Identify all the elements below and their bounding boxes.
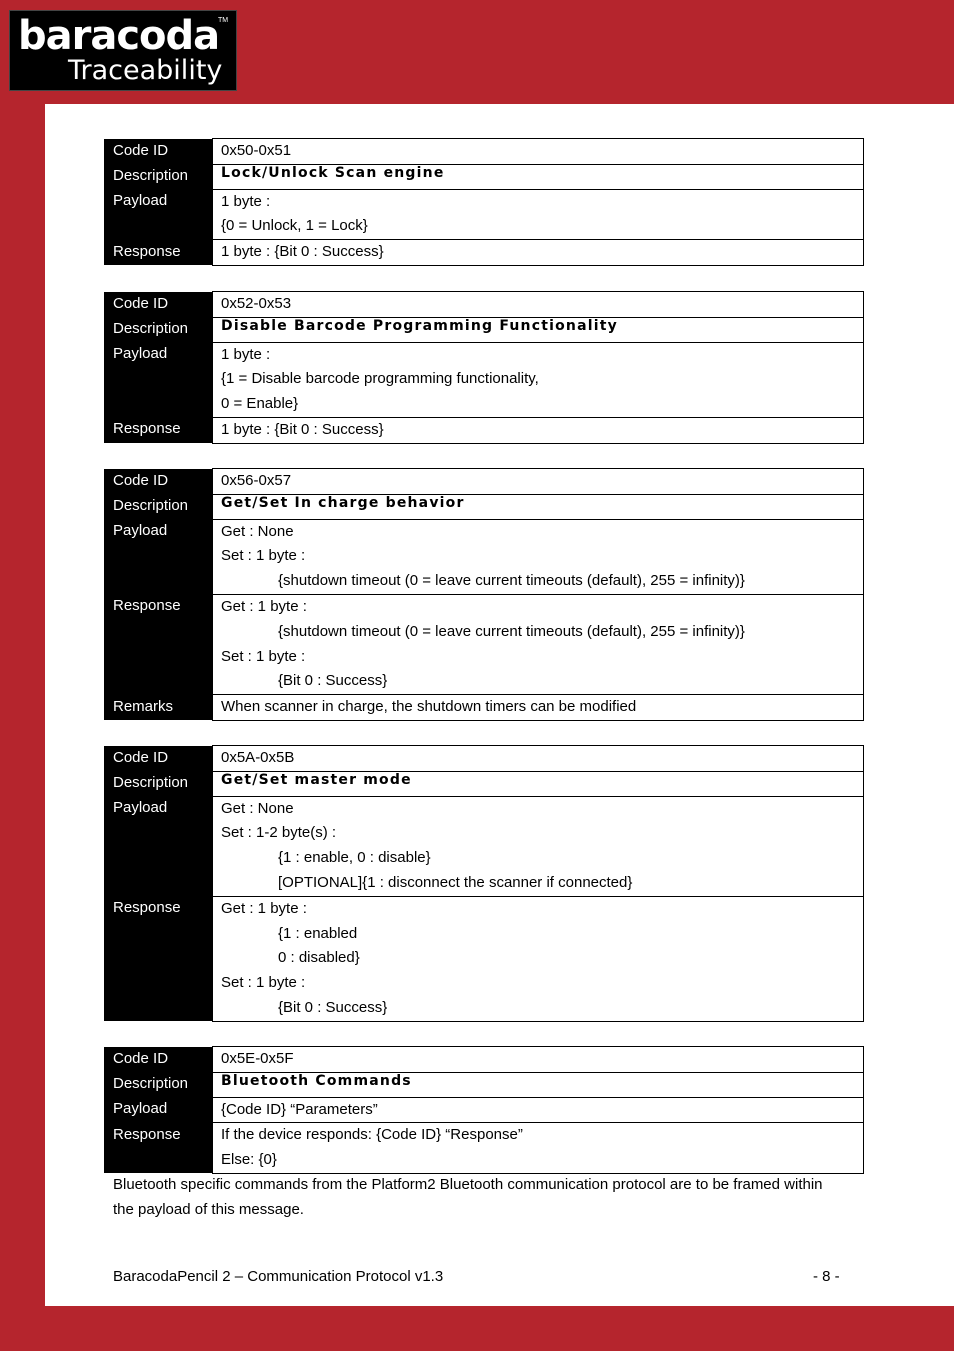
bluetooth-note: Bluetooth specific commands from the Platform2 Bluetooth communication protocol are to be framed within the payload of this message. — [113, 1176, 823, 1218]
label-code-id: Code ID — [104, 746, 213, 772]
description-value: Lock/Unlock Scan engine — [213, 164, 864, 189]
label-remarks: Remarks — [104, 695, 213, 721]
label-response: Response — [104, 417, 213, 443]
label-description: Description — [104, 1072, 213, 1097]
code-id-value: 0x56-0x57 — [213, 469, 864, 495]
label-description: Description — [104, 164, 213, 189]
description-value: Get/Set master mode — [213, 771, 864, 796]
label-code-id: Code ID — [104, 1047, 213, 1073]
label-payload: Payload — [104, 796, 213, 896]
logo-brand: baracoda — [18, 13, 220, 59]
code-id-value: 0x52-0x53 — [213, 292, 864, 318]
logo-trademark: TM — [218, 17, 229, 24]
logo-tagline: Traceability — [68, 55, 223, 86]
label-response: Response — [104, 594, 213, 694]
command-table-bluetooth — [104, 1046, 864, 1174]
baracoda-logo — [9, 10, 237, 91]
payload-value: {Code ID} “Parameters” — [213, 1097, 864, 1123]
label-payload: Payload — [104, 1097, 213, 1123]
description-value: Bluetooth Commands — [213, 1072, 864, 1097]
label-payload: Payload — [104, 189, 213, 240]
payload-value: Get : None Set : 1-2 byte(s) : {1 : enable, 0 : disable} [OPTIONAL]{1 : disconnect the scanner if connected} — [213, 796, 864, 896]
label-code-id: Code ID — [104, 139, 213, 165]
command-table-disable-programming — [104, 291, 864, 444]
label-description: Description — [104, 771, 213, 796]
label-code-id: Code ID — [104, 292, 213, 318]
label-response: Response — [104, 896, 213, 1021]
command-table-master-mode — [104, 745, 864, 1022]
label-payload: Payload — [104, 342, 213, 417]
command-table-lock-unlock — [104, 138, 864, 266]
description-value: Disable Barcode Programming Functionality — [213, 317, 864, 342]
label-description: Description — [104, 494, 213, 519]
response-value: 1 byte : {Bit 0 : Success} — [213, 240, 864, 266]
code-id-value: 0x5A-0x5B — [213, 746, 864, 772]
response-value: 1 byte : {Bit 0 : Success} — [213, 417, 864, 443]
remarks-value: When scanner in charge, the shutdown timers can be modified — [213, 695, 864, 721]
response-value: If the device responds: {Code ID} “Response” Else: {0} — [213, 1123, 864, 1174]
description-value: Get/Set In charge behavior — [213, 494, 864, 519]
footer-document-title: BaracodaPencil 2 – Communication Protocol v1.3 — [113, 1268, 444, 1285]
code-id-value: 0x5E-0x5F — [213, 1047, 864, 1073]
label-payload: Payload — [104, 519, 213, 594]
response-value: Get : 1 byte : {shutdown timeout (0 = leave current timeouts (default), 255 = infinity)} Set : 1 byte : {Bit 0 : Success} — [213, 594, 864, 694]
payload-value: 1 byte : {0 = Unlock, 1 = Lock} — [213, 189, 864, 240]
payload-value: 1 byte : {1 = Disable barcode programming functionality, 0 = Enable} — [213, 342, 864, 417]
footer-page-number: - 8 - — [813, 1268, 840, 1285]
payload-value: Get : None Set : 1 byte : {shutdown timeout (0 = leave current timeouts (default), 255 = infinity)} — [213, 519, 864, 594]
command-table-in-charge-behavior — [104, 468, 864, 721]
label-response: Response — [104, 1123, 213, 1174]
code-id-value: 0x50-0x51 — [213, 139, 864, 165]
label-code-id: Code ID — [104, 469, 213, 495]
label-response: Response — [104, 240, 213, 266]
label-description: Description — [104, 317, 213, 342]
response-value: Get : 1 byte : {1 : enabled 0 : disabled} Set : 1 byte : {Bit 0 : Success} — [213, 896, 864, 1021]
